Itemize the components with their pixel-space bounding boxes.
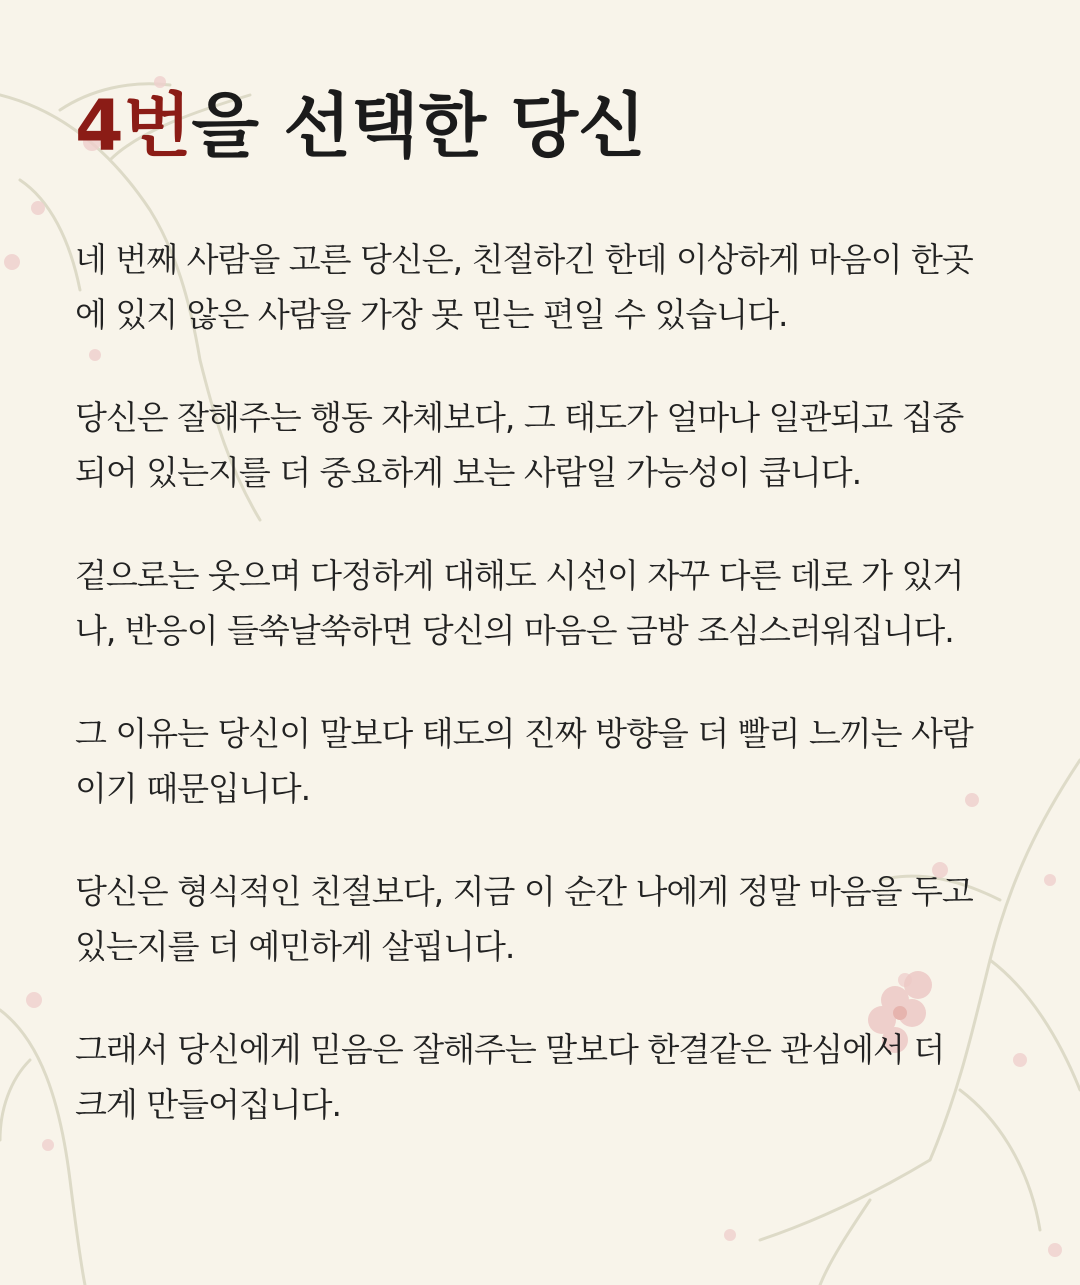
paragraph (75, 390, 1035, 500)
paragraph-line: 당신은 잘해주는 행동 자체보다, 그 태도가 얼마나 일관되고 집중 (75, 398, 964, 437)
paragraph-line: 이기 때문입니다. (75, 769, 311, 808)
paragraph-line: 그 이유는 당신이 말보다 태도의 진짜 방향을 더 빨리 느끼는 사람 (75, 714, 973, 753)
paragraph-line: 에 있지 않은 사람을 가장 못 믿는 편일 수 있습니다. (75, 295, 788, 334)
paragraph (75, 864, 1035, 974)
paragraph-line: 겉으로는 웃으며 다정하게 대해도 시선이 자꾸 다른 데로 가 있거 (75, 556, 964, 595)
paragraph-line: 있는지를 더 예민하게 살핍니다. (75, 927, 515, 966)
title-rest: 을 선택한 당신 (191, 85, 646, 167)
content (75, 78, 1035, 1180)
paragraph-line: 크게 만들어집니다. (75, 1085, 342, 1124)
paragraph-line: 그래서 당신에게 믿음은 잘해주는 말보다 한결같은 관심에서 더 (75, 1030, 945, 1069)
paragraph-line: 당신은 형식적인 친절보다, 지금 이 순간 나에게 정말 마음을 두고 (75, 872, 973, 911)
paragraph-line: 되어 있는지를 더 중요하게 보는 사람일 가능성이 큽니다. (75, 453, 862, 492)
paragraph (75, 706, 1035, 816)
body-text (75, 232, 1035, 1132)
paragraph (75, 1022, 1035, 1132)
paragraph-line: 나, 반응이 들쑥날쑥하면 당신의 마음은 금방 조심스러워집니다. (75, 611, 954, 650)
paragraph (75, 232, 1035, 342)
paragraph-line: 네 번째 사람을 고른 당신은, 친절하긴 한데 이상하게 마음이 한곳 (75, 240, 973, 279)
title-accent-number: 4번 (75, 85, 192, 167)
page-title (75, 78, 1035, 174)
paragraph (75, 548, 1035, 658)
